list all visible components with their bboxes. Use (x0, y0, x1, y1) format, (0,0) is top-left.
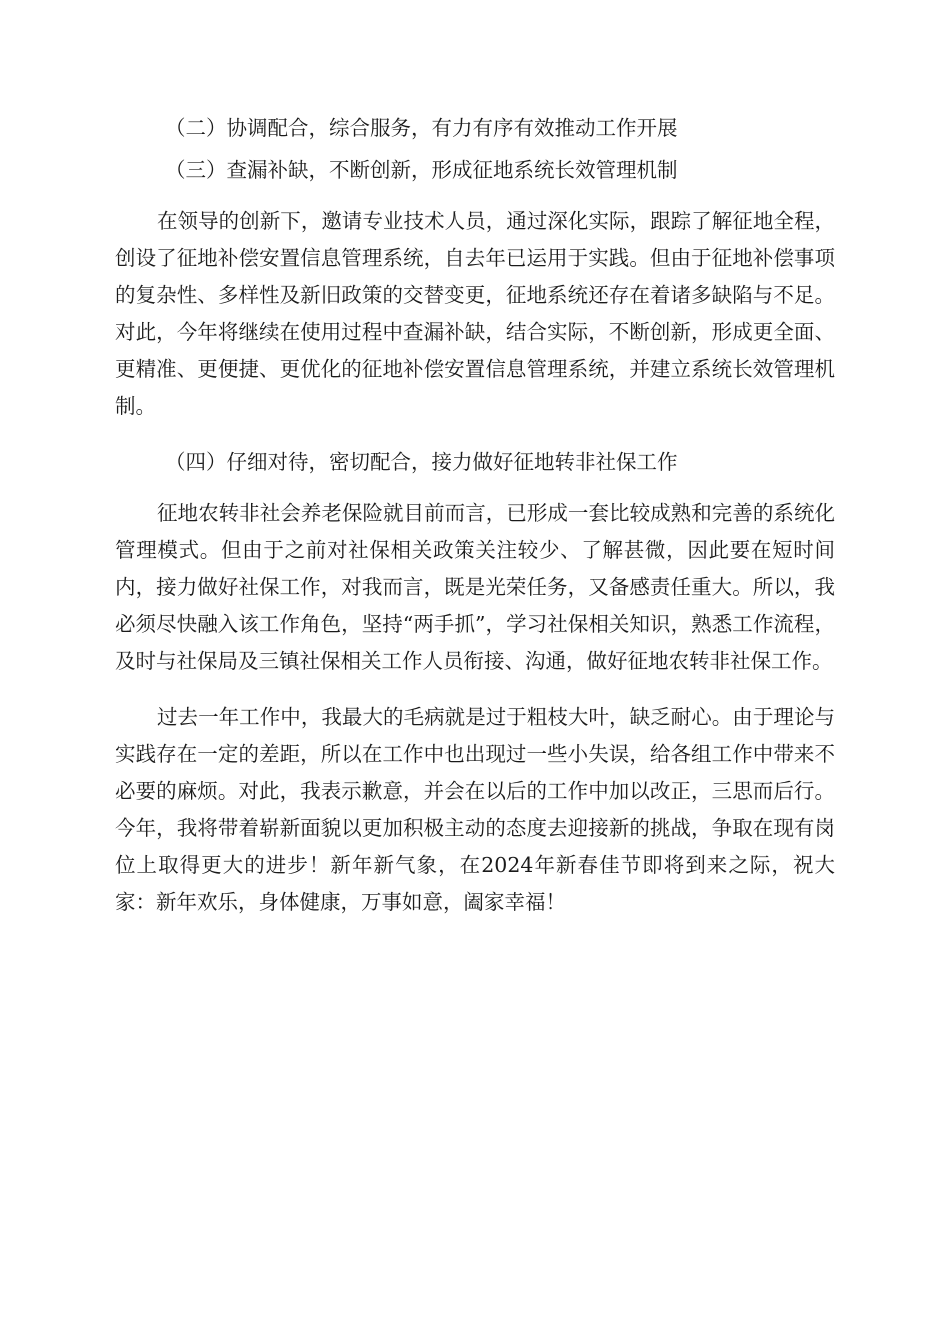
document-body (115, 110, 835, 921)
section-heading-2: （二）协调配合，综合服务，有力有序有效推动工作开展 (165, 116, 678, 140)
paragraph-social-security: 征地农转非社会养老保险就目前而言，已形成一套比较成熟和完善的系统化管理模式。但由于之前对社保相关政策关注较少、了解甚微，因此要在短时间内，接力做好社保工作，对我而言，既是光荣任务，又备感责任重大。所以，我必须尽快融入该工作角色，坚持“两手抓”，学习社保相关知识，熟悉工作流程，及时与社保局及三镇社保相关工作人员衔接、沟通，做好征地农转非社保工作。 (115, 501, 835, 673)
paragraph-system-improvement: 在领导的创新下，邀请专业技术人员，通过深化实际，跟踪了解征地全程，创设了征地补偿安置信息管理系统，自去年已运用于实践。但由于征地补偿事项的复杂性、多样性及新旧政策的交替变更，征地系统还存在着诸多缺陷与不足。对此，今年将继续在使用过程中查漏补缺，结合实际，不断创新，形成更全面、更精准、更便捷、更优化的征地补偿安置信息管理系统，并建立系统长效管理机制。 (115, 209, 835, 418)
section-heading-4: （四）仔细对待，密切配合，接力做好征地转非社保工作 (165, 450, 678, 474)
paragraph-closing: 过去一年工作中，我最大的毛病就是过于粗枝大叶，缺乏耐心。由于理论与实践存在一定的差距，所以在工作中也出现过一些小失误，给各组工作中带来不必要的麻烦。对此，我表示歉意，并会在以后的工作中加以改正，三思而后行。今年，我将带着崭新面貌以更加积极主动的态度去迎接新的挑战，争取在现有岗位上取得更大的进步！新年新气象，在2024年新春佳节即将到来之际，祝大家：新年欢乐，身体健康，万事如意，阖家幸福！ (115, 705, 835, 914)
section-heading-3: （三）查漏补缺，不断创新，形成征地系统长效管理机制 (165, 158, 678, 182)
